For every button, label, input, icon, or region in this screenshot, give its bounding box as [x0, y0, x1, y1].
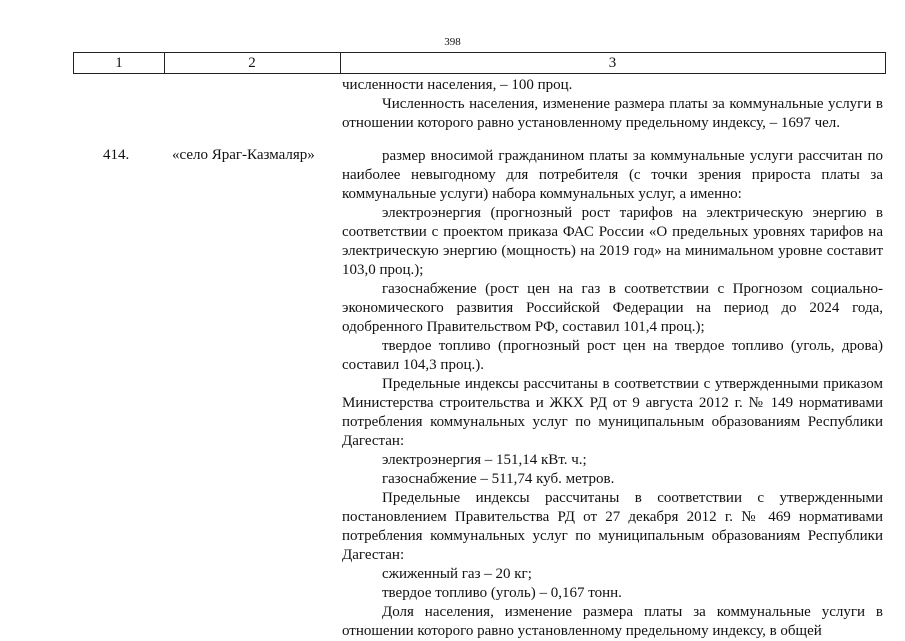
entry-paragraph: электроэнергия (прогнозный рост тарифов на электрическую энергию в соответствии с проектом приказа ФАС России «О предельных уровнях тарифов на электрическую энергию (мощность) на 2019 год» на минимальном уровне составит 103,0 проц.);: [342, 205, 883, 278]
entry-paragraph: размер вносимой гражданином платы за коммунальные услуги рассчитан по наиболее невыгодному для потребителя (с точки зрения прироста платы за коммунальные услуги) набора коммунальных услуг, а именно:: [342, 148, 883, 202]
entry-paragraph: Предельные индексы рассчитаны в соответствии с утвержденными постановлением Правительства РД от 27 декабря 2012 г. № 469 нормативами потребления коммунальных услуг по муниципальным образованиям Республики Дагестан:: [342, 490, 883, 563]
entry-number: 414.: [103, 147, 130, 163]
entry-paragraph: газоснабжение (рост цен на газ в соответствии с Прогнозом социально-экономического развития Российской Федерации на период до 2024 года, одобренного Правительством РФ, составил 101,4 проц.);: [342, 281, 883, 335]
entry-description: [342, 147, 883, 641]
entry-paragraph: твердое топливо (уголь) – 0,167 тонн.: [382, 585, 622, 601]
page-number: 398: [444, 36, 461, 48]
entry-paragraph: Доля населения, изменение размера платы за коммунальные услуги в отношении которого равно установленному предельному индексу, в общей: [342, 604, 883, 639]
entry-paragraph: твердое топливо (прогнозный рост цен на твердое топливо (уголь, дрова) составил 104,3 проц.).: [342, 338, 883, 373]
table-header-row: [73, 52, 886, 74]
column-header-3: 3: [608, 55, 617, 71]
settlement-name: «село Яраг-Казмаляр»: [172, 147, 315, 163]
continuation-paragraph: Численность населения, изменение размера платы за коммунальные услуги в отношении которого равно установленному предельному индексу, – 1697 чел.: [342, 96, 883, 131]
continuation-paragraph: численности населения, – 100 проц.: [342, 77, 573, 93]
entry-paragraph: сжиженный газ – 20 кг;: [382, 566, 532, 582]
column-header-2: 2: [164, 53, 341, 73]
entry-paragraph: газоснабжение – 511,74 куб. метров.: [382, 471, 615, 487]
entry-paragraph: Предельные индексы рассчитаны в соответствии с утвержденными приказом Министерства строительства и ЖКХ РД от 9 августа 2012 г. № 149 нормативами потребления коммунальных услуг по муниципальным образованиям Республики Дагестан:: [342, 376, 883, 449]
continuation-text: [342, 76, 883, 133]
entry-paragraph: электроэнергия – 151,14 кВт. ч.;: [382, 452, 587, 468]
column-header-1: 1: [74, 53, 165, 73]
